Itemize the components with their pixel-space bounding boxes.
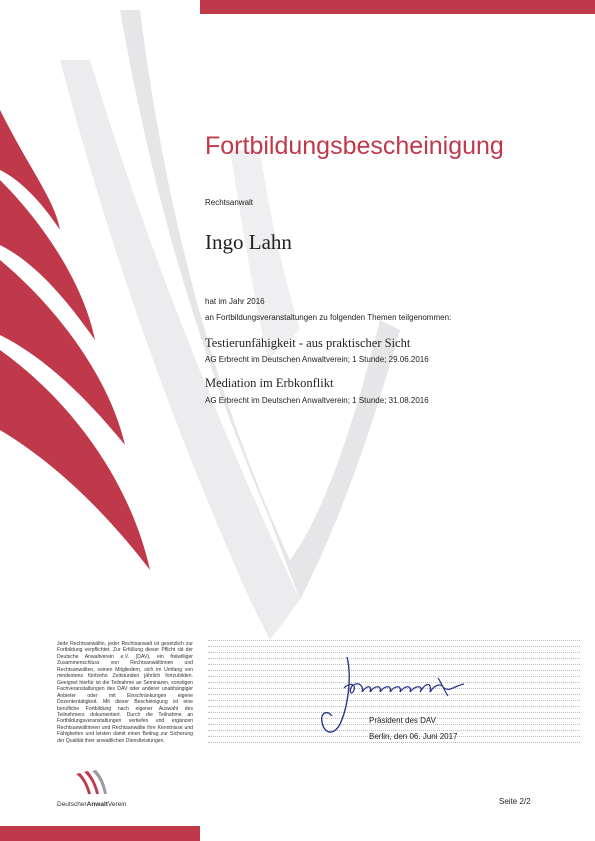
certificate-title: Fortbildungsbescheinigung: [205, 132, 504, 160]
bottom-accent-bar: [0, 826, 200, 841]
course-title: Mediation im Erbkonflikt: [205, 376, 334, 390]
page-number: Seite 2/2: [499, 797, 531, 806]
disclaimer-text: Jede Rechtsanwältin, jeder Rechtsanwalt ist gesetzlich zur Fortbildung verpflichtet. Zur Erfüllung dieser Pflicht rät der Deutsche Anwaltverein e.V. (DAV), ein freiwilliger Zusammenschluss von Rechtsanwältinnen und Rechtsanwälten, seinen Mitgliedern, sich im Umfang von mindestens fünfzehn Zeitstunden jährlich fortzubilden. Geeignet hierfür ist die Teilnahme an Seminaren, sonstigen Fachveranstaltungen des DAV oder anderer unabhängiger Anbieter oder mit Einschränkungen eigene Dozententätigkeit. Mit dieser Bescheinigung ist eine berufliche Fortbildung nach eigener Auswahl des Teilnehmers dokumentiert. Durch die Teilnahme an Fortbildungsveranstaltungen vertiefen und ergänzen Rechtsanwältinnen und Rechtsanwälte ihre Kenntnisse und Fähigkeiten und leisten damit einen Beitrag zur Sicherung der Qualität ihrer anwaltlichen Dienstleistungen.: [57, 641, 193, 744]
recipient-role: Rechtsanwalt: [205, 198, 254, 207]
course-detail: AG Erbrecht im Deutschen Anwaltverein; 1 Stunde; 29.06.2016: [205, 355, 429, 364]
dav-logo-wordmark: DeutscherAnwaltVerein: [57, 801, 127, 808]
intro-participation: an Fortbildungsveranstaltungen zu folgenden Themen teilgenommen:: [205, 313, 452, 322]
dav-logo-icon: [72, 768, 112, 798]
signature-place-date: Berlin, den 06. Juni 2017: [369, 732, 458, 741]
handwritten-signature: [314, 652, 474, 742]
signatory-role: Präsident des DAV: [369, 716, 436, 725]
recipient-name: Ingo Lahn: [205, 230, 292, 254]
course-title: Testierunfähigkeit - aus praktischer Sicht: [205, 336, 411, 350]
course-detail: AG Erbrecht im Deutschen Anwaltverein; 1 Stunde; 31.08.2016: [205, 396, 429, 405]
intro-year: hat im Jahr 2016: [205, 297, 265, 306]
